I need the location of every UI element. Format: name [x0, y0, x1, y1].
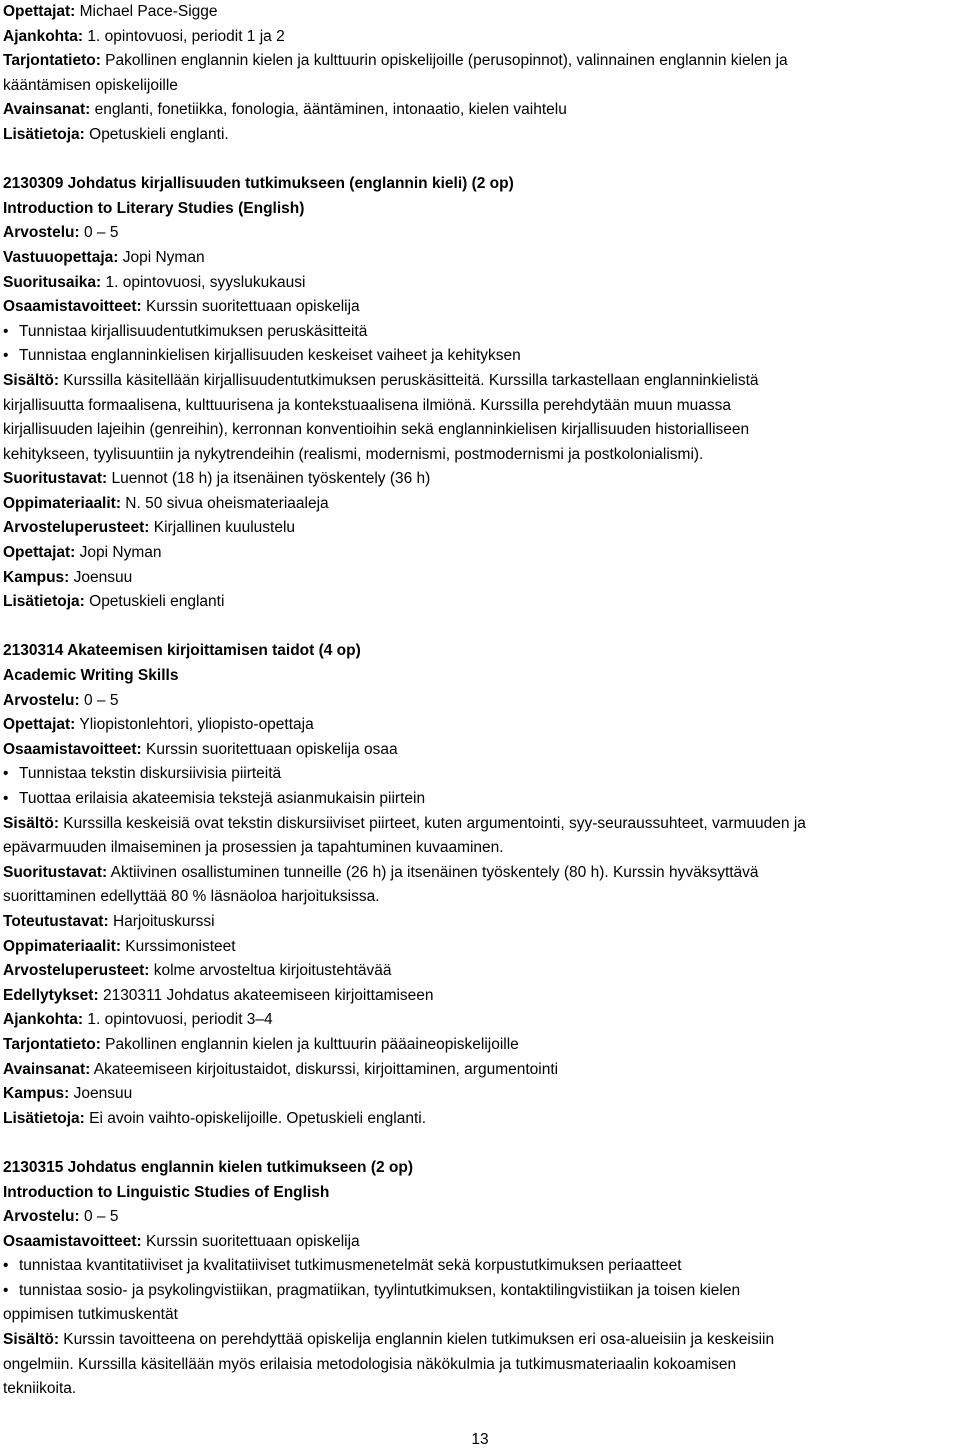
field-value: Kurssimonisteet [121, 937, 236, 955]
field-label: Suoritusaika: [3, 273, 102, 291]
avainsanat-row [3, 1058, 958, 1083]
field-value: Joensuu [69, 568, 133, 586]
field-label: Tarjontatieto: [3, 1035, 101, 1053]
field-value: Akateemiseen kirjoitustaidot, diskurssi, kirjoittaminen, argumentointi [90, 1060, 559, 1078]
field-value: 1. opintovuosi, periodit 3–4 [83, 1011, 273, 1029]
arvosteluperusteet-row [3, 516, 958, 541]
field-value: 1. opintovuosi, syyslukukausi [101, 273, 306, 291]
spacer [3, 1131, 958, 1156]
course-title: 2130309 Johdatus kirjallisuuden tutkimukseen (englannin kieli) (2 op) [3, 175, 514, 193]
field-value: 1. opintovuosi, periodit 1 ja 2 [83, 27, 285, 45]
field-value: Joensuu [69, 1085, 133, 1103]
field-label: Suoritustavat: [3, 863, 108, 881]
document-page [3, 0, 958, 1402]
opettajat-row [3, 713, 958, 738]
field-label: Osaamistavoitteet: [3, 1232, 142, 1250]
field-value: Opetuskieli englanti. [84, 125, 229, 143]
field-label: Arvostelu: [3, 1208, 80, 1226]
field-label: Sisältö: [3, 814, 59, 832]
avainsanat-row [3, 98, 958, 123]
field-value: Kurssin suoritettuaan opiskelija [141, 1232, 360, 1250]
field-value: 0 – 5 [79, 224, 119, 242]
ajankohta-row [3, 1008, 958, 1033]
field-value: Ei avoin vaihto-opiskelijoille. Opetuskieli englanti. [84, 1109, 427, 1127]
sisalto-continuation: kirjallisuuden lajeihin (genreihin), kerronnan konventioihin sekä englanninkielisen kirjallisuuden historialliseen [3, 421, 750, 439]
field-label: Tarjontatieto: [3, 52, 101, 70]
course-title: 2130314 Akateemisen kirjoittamisen taidot (4 op) [3, 642, 361, 660]
list-item-text: tunnistaa sosio- ja psykolingvistiikan, pragmatiikan, tyylintutkimuksen, kontaktilingvistiikan ja toisen kielen [19, 1281, 741, 1299]
field-label: Lisätietoja: [3, 1109, 85, 1127]
list-item-text: Tunnistaa englanninkielisen kirjallisuuden keskeiset vaiheet ja kehityksen [19, 347, 521, 365]
kampus-row [3, 566, 958, 591]
field-value: Yliopistonlehtori, yliopisto-opettaja [75, 716, 314, 734]
field-label: Opettajat: [3, 544, 76, 562]
bullet-icon: • [3, 1257, 9, 1275]
sisalto-continuation: tekniikoita. [3, 1380, 77, 1398]
course-subtitle: Introduction to Linguistic Studies of English [3, 1183, 330, 1201]
field-value: Kurssin suoritettuaan opiskelija osaa [141, 740, 398, 758]
field-label: Opettajat: [3, 716, 76, 734]
field-value: Luennot (18 h) ja itsenäinen työskentely (36 h) [107, 470, 431, 488]
list-item-text: Tunnistaa kirjallisuudentutkimuksen peruskäsitteitä [19, 322, 368, 340]
field-label: Edellytykset: [3, 986, 99, 1004]
course-subtitle: Introduction to Literary Studies (English) [3, 199, 305, 217]
ajankohta-row [3, 25, 958, 50]
sisalto-continuation: epävarmuuden ilmaiseminen ja prosessien ja tapahtuminen kuvaaminen. [3, 839, 504, 857]
field-label: Arvosteluperusteet: [3, 962, 150, 980]
bullet-icon: • [3, 322, 9, 340]
field-label: Vastuuopettaja: [3, 248, 119, 266]
field-label: Opettajat: [3, 3, 76, 20]
list-item [3, 787, 958, 812]
toteutustavat-row [3, 910, 958, 935]
osaamistavoitteet-row [3, 738, 958, 763]
sisalto-row [3, 369, 958, 394]
field-label: Suoritustavat: [3, 470, 108, 488]
suoritustavat-row [3, 467, 958, 492]
field-label: Toteutustavat: [3, 912, 109, 930]
lisatietoja-row [3, 1107, 958, 1132]
tarjontatieto-row [3, 1033, 958, 1058]
field-label: Sisältö: [3, 371, 59, 389]
list-item [3, 1254, 958, 1279]
field-value: Pakollinen englannin kielen ja kulttuurin opiskelijoille (perusopinnot), valinnainen englannin kielen ja [100, 52, 788, 70]
sisalto-continuation: kirjallisuutta formaalisena, kulttuurisena ja kontekstuaalisena ilmiönä. Kurssilla perehdytään muun muassa [3, 396, 732, 414]
list-item [3, 1279, 958, 1304]
field-label: Avainsanat: [3, 101, 91, 119]
list-item [3, 762, 958, 787]
field-label: Avainsanat: [3, 1060, 91, 1078]
tarjontatieto-continuation: kääntämisen opiskelijoille [3, 76, 178, 94]
field-value: Kirjallinen kuulustelu [149, 519, 296, 537]
osaamistavoitteet-row [3, 1230, 958, 1255]
field-value: Aktiivinen osallistuminen tunneille (26 h) ja itsenäinen työskentely (80 h). Kurssin hyväksyttävä [107, 863, 759, 881]
field-value: Michael Pace-Sigge [75, 3, 218, 20]
bullet-icon: • [3, 1281, 9, 1299]
opettajat-row [3, 541, 958, 566]
suoritusaika-row [3, 271, 958, 296]
field-value: Harjoituskurssi [108, 912, 215, 930]
field-value: 0 – 5 [79, 1208, 119, 1226]
field-label: Lisätietoja: [3, 125, 85, 143]
list-item [3, 344, 958, 369]
sisalto-continuation: ongelmiin. Kurssilla käsitellään myös erilaisia metodologisia näkökulmia ja tutkimusmateriaalin kokoamisen [3, 1355, 737, 1373]
field-label: Kampus: [3, 568, 70, 586]
list-item [3, 320, 958, 345]
field-label: Osaamistavoitteet: [3, 740, 142, 758]
bullet-icon: • [3, 790, 9, 807]
field-label: Osaamistavoitteet: [3, 298, 142, 316]
field-value: N. 50 sivua oheismateriaaleja [121, 494, 329, 512]
field-value: Jopi Nyman [75, 544, 162, 562]
field-value: Pakollinen englannin kielen ja kulttuurin pääaineopiskelijoille [100, 1035, 519, 1053]
spacer [3, 148, 958, 173]
course-subtitle: Academic Writing Skills [3, 667, 179, 685]
field-value: Kurssin tavoitteena on perehdyttää opiskelija englannin kielen tutkimuksen eri osa-alueisiin ja keskeisiin [58, 1331, 775, 1349]
bullet-icon: • [3, 765, 9, 783]
field-value: 0 – 5 [79, 691, 119, 709]
kampus-row [3, 1082, 958, 1107]
arvostelu-row [3, 1205, 958, 1230]
edellytykset-row [3, 984, 958, 1009]
field-value: Kurssilla keskeisiä ovat tekstin diskursiiviset piirteet, kuten argumentointi, syy-seuraussuhteet, varmuuden ja [58, 814, 806, 832]
lisatietoja-row [3, 590, 958, 615]
course-title: 2130315 Johdatus englannin kielen tutkimukseen (2 op) [3, 1158, 414, 1176]
list-item-text: tunnistaa kvantitatiiviset ja kvalitatiiviset tutkimusmenetelmät sekä korpustutkimuksen periaatteet [19, 1257, 682, 1275]
field-label: Sisältö: [3, 1331, 59, 1349]
opettajat-row [3, 0, 958, 25]
vastuuopettaja-row [3, 246, 958, 271]
field-value: Kurssilla käsitellään kirjallisuudentutkimuksen peruskäsitteitä. Kurssilla tarkastellaan englanninkielistä [58, 371, 759, 389]
list-item-continuation: oppimisen tutkimuskentät [3, 1306, 178, 1324]
tarjontatieto-row [3, 49, 958, 74]
field-label: Arvosteluperusteet: [3, 519, 150, 537]
osaamistavoitteet-row [3, 295, 958, 320]
arvostelu-row [3, 689, 958, 714]
spacer [3, 615, 958, 640]
suoritustavat-continuation: suorittaminen edellyttää 80 % läsnäoloa harjoituksissa. [3, 888, 380, 906]
arvosteluperusteet-row [3, 959, 958, 984]
oppimateriaalit-row [3, 492, 958, 517]
lisatietoja-row [3, 123, 958, 148]
field-label: Arvostelu: [3, 691, 80, 709]
field-value: Kurssin suoritettuaan opiskelija [141, 298, 360, 316]
sisalto-row [3, 1328, 958, 1353]
field-label: Arvostelu: [3, 224, 80, 242]
arvostelu-row [3, 221, 958, 246]
oppimateriaalit-row [3, 935, 958, 960]
field-label: Lisätietoja: [3, 593, 85, 611]
field-value: kolme arvosteltua kirjoitustehtävää [149, 962, 392, 980]
field-value: Opetuskieli englanti [84, 593, 225, 611]
field-label: Ajankohta: [3, 1011, 84, 1029]
field-value: englanti, fonetiikka, fonologia, ääntäminen, intonaatio, kielen vaihtelu [90, 101, 567, 119]
list-item-text: Tunnistaa tekstin diskursiivisia piirteitä [19, 765, 282, 783]
sisalto-row [3, 812, 958, 837]
field-label: Oppimateriaalit: [3, 937, 121, 955]
field-label: Ajankohta: [3, 27, 84, 45]
page-number: 13 [471, 1431, 489, 1448]
bullet-icon: • [3, 347, 9, 365]
field-label: Oppimateriaalit: [3, 494, 121, 512]
suoritustavat-row [3, 861, 958, 886]
list-item-text: Tuottaa erilaisia akateemisia tekstejä asianmukaisin piirtein [19, 790, 426, 807]
field-value: Jopi Nyman [118, 248, 205, 266]
field-label: Kampus: [3, 1085, 70, 1103]
field-value: 2130311 Johdatus akateemiseen kirjoittamiseen [98, 986, 434, 1004]
sisalto-continuation: kehitykseen, tyylisuuntiin ja nykytrendeihin (realismi, modernismi, postmodernismi ja postkolonialismi). [3, 445, 704, 463]
